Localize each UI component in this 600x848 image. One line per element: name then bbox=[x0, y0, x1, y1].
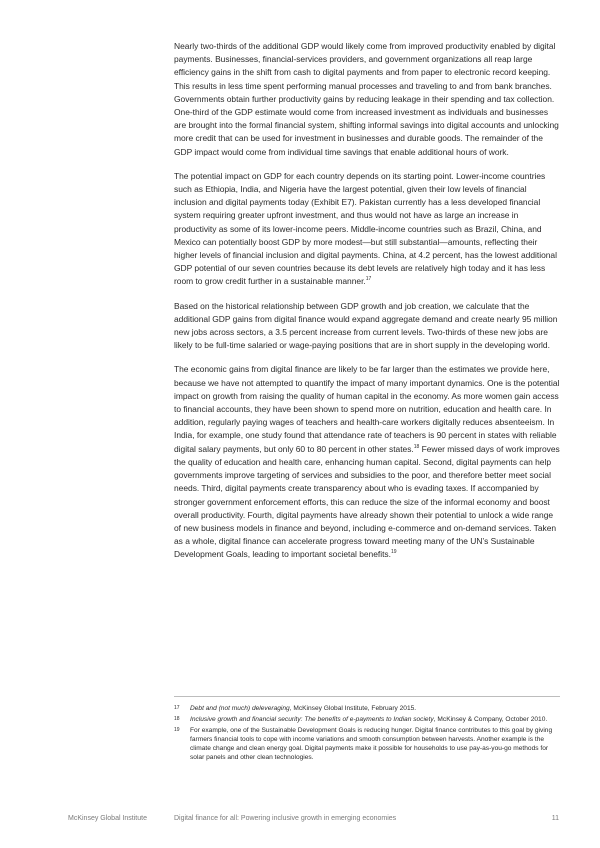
footnote-17 bbox=[174, 704, 560, 713]
footnote-ref-18[interactable]: 18 bbox=[413, 443, 420, 450]
footnote-ref-17[interactable]: 17 bbox=[365, 276, 372, 283]
page-number: 11 bbox=[551, 815, 559, 822]
footnote-18 bbox=[174, 715, 560, 724]
footnote-rest: , McKinsey Global Institute, February 2015. bbox=[289, 705, 417, 712]
footnote-text bbox=[190, 715, 560, 724]
footnote-number: 18 bbox=[174, 716, 180, 722]
footnotes bbox=[174, 704, 560, 764]
footnote-19 bbox=[174, 726, 560, 762]
footnote-rest: , McKinsey & Company, October 2010. bbox=[433, 716, 548, 723]
footnote-number: 17 bbox=[174, 705, 180, 711]
paragraph-text: Based on the historical relationship between GDP growth and job creation, we calculate that the additional GDP gains from digital finance would expand aggregate demand and create nearly 95 million new jobs across sectors, a 3.5 percent increase from current levels. Two-thirds of these new jobs are likely to be full-time salaried or wage-paying positions that are in short supply in the developing world. bbox=[174, 300, 558, 351]
footnote-title: Debt and (not much) deleveraging bbox=[190, 705, 290, 712]
paragraph-country-impact bbox=[174, 170, 560, 289]
paragraph-jobs bbox=[174, 300, 560, 353]
footnote-number: 19 bbox=[174, 727, 180, 733]
footer-publisher: McKinsey Global Institute bbox=[68, 815, 147, 822]
body-text bbox=[174, 40, 560, 573]
footnote-text bbox=[190, 726, 560, 762]
paragraph-productivity bbox=[174, 40, 560, 159]
footnote-title: Inclusive growth and financial security: The benefits of e-payments to Indian society bbox=[190, 716, 434, 723]
footnote-rest: For example, one of the Sustainable Development Goals is reducing hunger. Digital finance contributes to this goal by giving farmers financial tools to cope with income variations and smooth consumption between harvests. Another example is the climate change and clean energy goal. Digital payments make it possible for households to use pay-as-you-go methods for solar panels and other clean technologies. bbox=[190, 727, 553, 761]
footnote-ref-19[interactable]: 19 bbox=[390, 549, 397, 556]
page-footer bbox=[0, 815, 600, 827]
footnote-text bbox=[190, 704, 560, 713]
paragraph-text: Fewer missed days of work improves the quality of education and health care, enhancing human capital. Second, digital payments can help governments improve targeting of services and subsidies to the poor, and therefore better meet social needs. Third, digital payments create transparency about who is evading taxes. If accompanied by stronger government enforcement efforts, this can reduce the size of the informal economy and boost overall productivity. Fourth, digital payments have already shown their potential to unlock a wide range of new business models in finance and beyond, including e-commerce and on-demand services. Taken as a whole, digital finance can accelerate progress toward meeting many of the UN’s Sustainable Development Goals, leading to important societal benefits. bbox=[174, 443, 560, 560]
paragraph-economic-gains bbox=[174, 363, 560, 561]
paragraph-text: The economic gains from digital finance are likely to be far larger than the estimates we provide here, because we have not attempted to quantify the impact of many important dynamics. One is the potential impact on growth from raising the quality of human capital in the economy. As more women gain access to financial accounts, they have been shown to spend more on nutrition, education and health care. In addition, regularly paying wages of teachers and health-care workers digitally reduces absenteeism. In India, for example, one study found that attendance rate of teachers is 90 percent in states with reliable digital salary payments, but only 60 to 80 percent in other states. bbox=[174, 364, 560, 454]
paragraph-text: Nearly two-thirds of the additional GDP would likely come from improved productivity enabled by digital payments. Businesses, financial-services providers, and government organizations all reap large efficiency gains in the shift from cash to digital payments and from paper to electronic record keeping. This results in less time spent performing manual processes and traveling to and from bank branches. Governments obtain further productivity gains by reducing leakage in their spending and tax collection. One-third of the GDP estimate would come from increased investment as individuals and businesses are brought into the formal financial system, shifting informal savings into digital accounts and unlocking more credit that can be used for investment in businesses and durable goods. The remainder of the GDP impact would come from individual time savings that enable additional hours of work. bbox=[174, 41, 559, 157]
footer-report-title: Digital finance for all: Powering inclusive growth in emerging economies bbox=[174, 815, 397, 822]
paragraph-text: The potential impact on GDP for each country depends on its starting point. Lower-income countries such as Ethiopia, India, and Nigeria have the largest potential, given their low levels of financial inclusion and digital payments today (Exhibit E7). Pakistan currently has a less developed financial system requiring greater upfront investment, and thus would not have as large an increase in productivity as some of its lower-income peers. Middle-income countries such as Brazil, China, and Mexico can potentially boost GDP by more modest—but still substantial—amounts, reflecting their higher levels of financial inclusion and digital payments. China, at 4.2 percent, has the lowest additional GDP potential of our seven countries because its debt levels are relatively high today and it has less room to grow credit further in a sustainable manner. bbox=[174, 170, 557, 287]
footnote-divider bbox=[174, 696, 560, 697]
